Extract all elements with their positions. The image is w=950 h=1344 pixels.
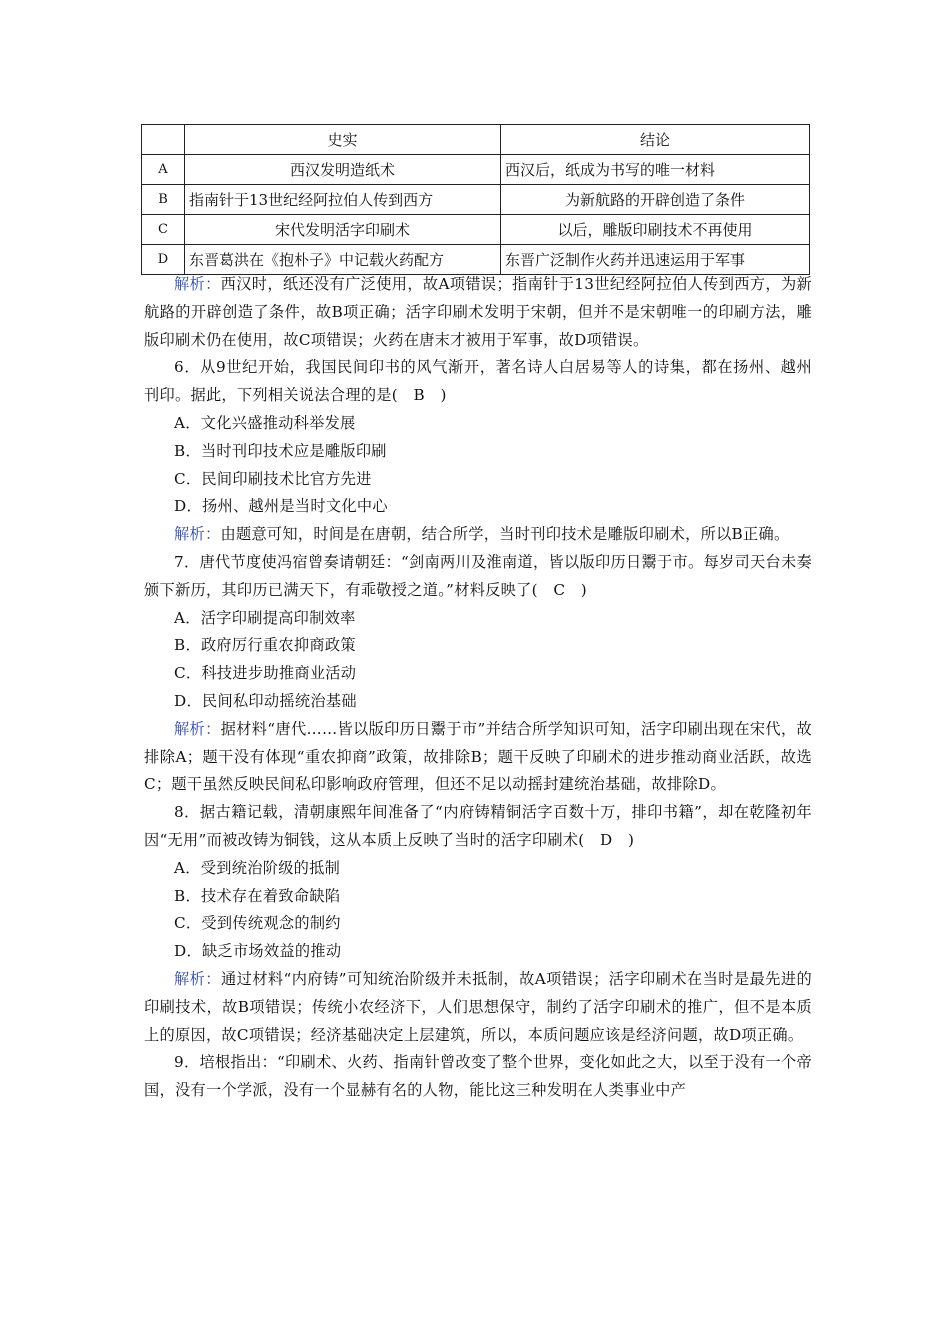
- q8-stem: 8．据古籍记载，清朝康熙年间准备了“内府铸精铜活字百数十万，排印书籍”，却在乾隆初年因“无用”而被改铸为铜钱，这从本质上反映了当时的活字印刷术( D ): [144, 803, 812, 849]
- row-conclusion: 东晋广泛制作火药并迅速运用于军事: [501, 245, 810, 275]
- analysis-text: 西汉时，纸还没有广泛使用，故A项错误；指南针于13世纪经阿拉伯人传到西方，为新航路的开辟创造了条件，故B项正确；活字印刷术发明于宋朝，但并不是宋朝唯一的印刷方法，雕版印刷术仍在使用，故C项错误；火药在唐末才被用于军事，故D项错误。: [144, 275, 812, 349]
- q6-option-b: B．当时刊印技术应是雕版印刷: [174, 441, 387, 460]
- table-row: [142, 245, 810, 275]
- q6-option-c: C．民间印刷技术比官方先进: [174, 469, 372, 488]
- table-header-fact: 史实: [185, 125, 501, 155]
- table-header-blank: [142, 125, 185, 155]
- analysis-text: 通过材料“内府铸”可知统治阶级并未抵制，故A项错误；活字印刷术在当时是最先进的印刷技术，故B项错误；传统小农经济下，人们思想保守，制约了活字印刷术的推广，但不是本质上的原因，故C项错误；经济基础决定上层建筑，所以，本质问题应该是经济问题，故D项正确。: [144, 969, 812, 1044]
- q7-option-c: C．科技进步助推商业活动: [174, 664, 357, 683]
- row-fact: 东晋葛洪在《抱朴子》中记载火药配方: [185, 245, 501, 275]
- row-letter: C: [142, 215, 185, 245]
- row-conclusion: 以后，雕版印刷技术不再使用: [501, 215, 810, 245]
- q6-option-a: A．文化兴盛推动科举发展: [174, 413, 356, 432]
- q8-option-d: D．缺乏市场效益的推动: [174, 942, 342, 961]
- row-conclusion: 为新航路的开辟创造了条件: [501, 185, 810, 215]
- row-letter: D: [142, 245, 185, 275]
- q8-option-a: A．受到统治阶级的抵制: [174, 858, 341, 877]
- row-fact: 指南针于13世纪经阿拉伯人传到西方: [185, 185, 501, 215]
- q8-option-b: B．技术存在着致命缺陷: [174, 886, 341, 905]
- analysis-label: 解析：: [174, 275, 221, 293]
- row-conclusion: 西汉后，纸成为书写的唯一材料: [501, 155, 810, 185]
- table-row: [142, 215, 810, 245]
- analysis-label: 解析：: [174, 719, 221, 738]
- q6-stem: 6．从9世纪开始，我国民间印书的风气渐开，著名诗人白居易等人的诗集，都在扬州、越州刊印。据此，下列相关说法合理的是( B ): [144, 358, 812, 405]
- analysis-label: 解析：: [174, 525, 221, 544]
- facts-table: [141, 124, 810, 275]
- q6-analysis: [144, 521, 812, 549]
- row-letter: A: [142, 155, 185, 185]
- q7-option-a: A．活字印刷提高印制效率: [174, 608, 356, 627]
- table-row: [142, 155, 810, 185]
- question-content: [144, 271, 812, 1105]
- q7-analysis: [144, 716, 812, 799]
- q7-option-b: B．政府厉行重农抑商政策: [174, 636, 356, 655]
- q6-option-d: D．扬州、越州是当时文化中心: [174, 497, 388, 516]
- q7-stem: 7．唐代节度使冯宿曾奏请朝廷：“剑南两川及淮南道，皆以版印历日鬻于市。每岁司天台未奏颁下新历，其印历已满天下，有乖敬授之道。”材料反映了( C ): [144, 552, 812, 599]
- table-header-row: [142, 125, 810, 155]
- q5-analysis: [144, 271, 812, 354]
- analysis-label: 解析：: [174, 969, 221, 988]
- table-header-conclusion: 结论: [501, 125, 810, 155]
- q9-stem: 9．培根指出：“印刷术、火药、指南针曾改变了整个世界，变化如此之大，以至于没有一个帝国，没有一个学派，没有一个显赫有名的人物，能比这三种发明在人类事业中产: [144, 1053, 812, 1100]
- q8-option-c: C．受到传统观念的制约: [174, 914, 341, 933]
- row-fact: 西汉发明造纸术: [185, 155, 501, 185]
- row-fact: 宋代发明活字印刷术: [185, 215, 501, 245]
- q7-option-d: D．民间私印动摇统治基础: [174, 691, 357, 710]
- table-row: [142, 185, 810, 215]
- analysis-text: 据材料“唐代……皆以版印历日鬻于市”并结合所学知识可知，活字印刷出现在宋代，故排除A；题干没有体现“重农抑商”政策，故排除B；题干反映了印刷术的进步推动商业活跃，故选C；题干虽然反映民间私印影响政府管理，但还不足以动摇封建统治基础，故排除D。: [144, 719, 812, 794]
- analysis-text: 由题意可知，时间是在唐朝，结合所学，当时刊印技术是雕版印刷术，所以B正确。: [220, 525, 790, 544]
- q8-analysis: [144, 966, 812, 1049]
- row-letter: B: [142, 185, 185, 215]
